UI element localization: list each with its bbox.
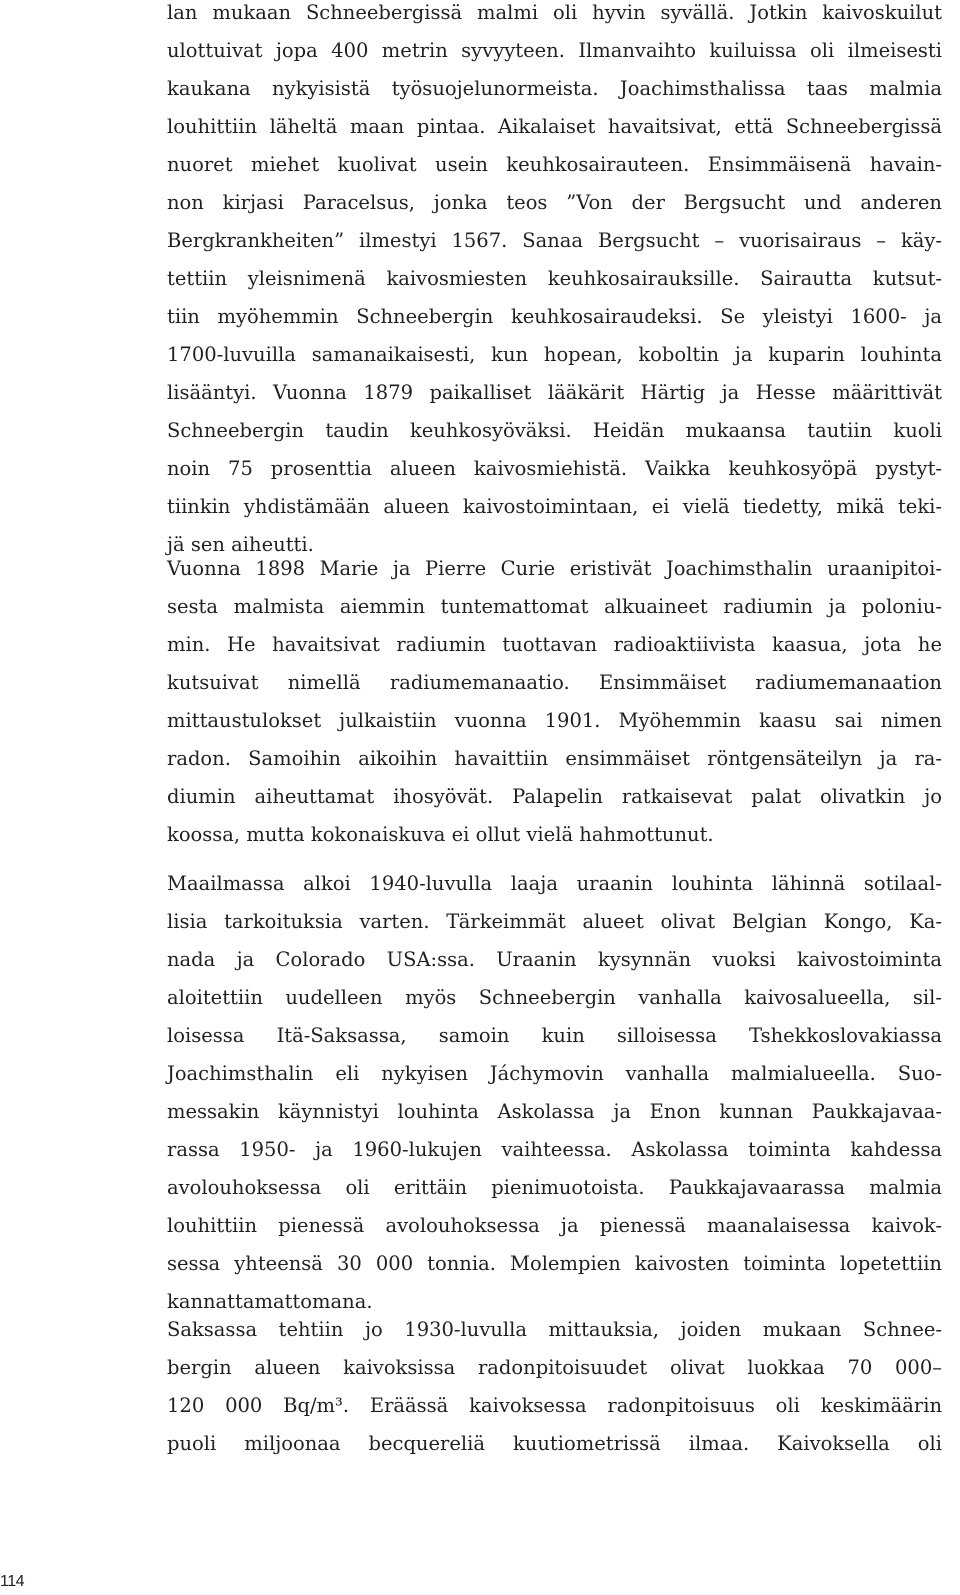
text-line: Joachimsthalin eli nykyisen Jáchymovin vanhalla malmialueella. Suo- <box>167 1062 942 1085</box>
text-line: diumin aiheuttamat ihosyövät. Palapelin ratkaisevat palat olivatkin jo <box>167 785 942 808</box>
text-line: lan mukaan Schneebergissä malmi oli hyvin syvällä. Jotkin kaivoskuilut <box>167 1 942 24</box>
text-line: messakin käynnistyi louhinta Askolassa ja Enon kunnan Paukkajavaa- <box>167 1100 942 1123</box>
paragraph-2 <box>167 550 942 854</box>
text-line: min. He havaitsivat radiumin tuottavan radioaktiivista kaasua, jota he <box>167 633 942 656</box>
text-line: tiinkin yhdistämään alueen kaivostoimintaan, ei vielä tiedetty, mikä teki- <box>167 495 942 518</box>
text-line: Saksassa tehtiin jo 1930-luvulla mittauksia, joiden mukaan Schnee- <box>167 1318 942 1341</box>
text-line: mittaustulokset julkaistiin vuonna 1901. Myöhemmin kaasu sai nimen <box>167 709 942 732</box>
text-line: lisääntyi. Vuonna 1879 paikalliset lääkärit Härtig ja Hesse määrittivät <box>167 381 942 404</box>
paragraph-3 <box>167 865 942 1321</box>
text-line: sessa yhteensä 30 000 tonnia. Molempien kaivosten toiminta lopetettiin <box>167 1252 942 1275</box>
text-line: Bergkrankheiten” ilmestyi 1567. Sanaa Bergsucht – vuorisairaus – käy- <box>167 229 942 252</box>
text-line: kaukana nykyisistä työsuojelunormeista. Joachimsthalissa taas malmia <box>167 77 942 100</box>
text-line: bergin alueen kaivoksissa radonpitoisuudet olivat luokkaa 70 000– <box>167 1356 942 1379</box>
text-line: avolouhoksessa oli erittäin pienimuotoista. Paukkajavaarassa malmia <box>167 1176 942 1199</box>
text-line: koossa, mutta kokonaiskuva ei ollut vielä hahmottunut. <box>167 823 714 846</box>
text-line: Vuonna 1898 Marie ja Pierre Curie eristivät Joachimsthalin uraanipitoi- <box>167 557 942 580</box>
text-line: kutsuivat nimellä radiumemanaatio. Ensimmäiset radiumemanaation <box>167 671 942 694</box>
text-line: Schneebergin taudin keuhkosyöväksi. Heidän mukaansa tautiin kuoli <box>167 419 942 442</box>
text-line: puoli miljoonaa becquereliä kuutiometrissä ilmaa. Kaivoksella oli <box>167 1432 942 1455</box>
text-line: Maailmassa alkoi 1940-luvulla laaja uraanin louhinta lähinnä sotilaal- <box>167 872 942 895</box>
text-line: lisia tarkoituksia varten. Tärkeimmät alueet olivat Belgian Kongo, Ka- <box>167 910 942 933</box>
text-line: tiin myöhemmin Schneebergin keuhkosairaudeksi. Se yleistyi 1600- ja <box>167 305 942 328</box>
text-line: sesta malmista aiemmin tuntemattomat alkuaineet radiumin ja poloniu- <box>167 595 942 618</box>
text-line: 1700-luvuilla samanaikaisesti, kun hopean, koboltin ja kuparin louhinta <box>167 343 942 366</box>
page-number: 114 <box>0 1573 25 1590</box>
text-line: 120 000 Bq/m³. Eräässä kaivoksessa radonpitoisuus oli keskimäärin <box>167 1394 942 1417</box>
text-line: noin 75 prosenttia alueen kaivosmiehistä. Vaikka keuhkosyöpä pystyt- <box>167 457 942 480</box>
text-line: tettiin yleisnimenä kaivosmiesten keuhkosairauksille. Sairautta kutsut- <box>167 267 942 290</box>
text-line: loisessa Itä-Saksassa, samoin kuin silloisessa Tshekkoslovakiassa <box>167 1024 942 1047</box>
text-line: aloitettiin uudelleen myös Schneebergin vanhalla kaivosalueella, sil- <box>167 986 942 1009</box>
text-line: rassa 1950- ja 1960-lukujen vaihteessa. Askolassa toiminta kahdessa <box>167 1138 942 1161</box>
paragraph-1 <box>167 0 942 564</box>
text-line: ulottuivat jopa 400 metrin syvyyteen. Ilmanvaihto kuiluissa oli ilmeisesti <box>167 39 942 62</box>
text-line: radon. Samoihin aikoihin havaittiin ensimmäiset röntgensäteilyn ja ra- <box>167 747 942 770</box>
text-line: louhittiin läheltä maan pintaa. Aikalaiset havaitsivat, että Schneebergissä <box>167 115 942 138</box>
text-line: kannattamattomana. <box>167 1290 373 1313</box>
text-line: non kirjasi Paracelsus, jonka teos ”Von der Bergsucht und anderen <box>167 191 942 214</box>
paragraph-4 <box>167 1311 942 1463</box>
text-line: louhittiin pienessä avolouhoksessa ja pienessä maanalaisessa kaivok- <box>167 1214 942 1237</box>
text-line: nada ja Colorado USA:ssa. Uraanin kysynnän vuoksi kaivostoiminta <box>167 948 942 971</box>
text-line: jä sen aiheutti. <box>167 533 314 556</box>
text-line: nuoret miehet kuolivat usein keuhkosairauteen. Ensimmäisenä havain- <box>167 153 942 176</box>
